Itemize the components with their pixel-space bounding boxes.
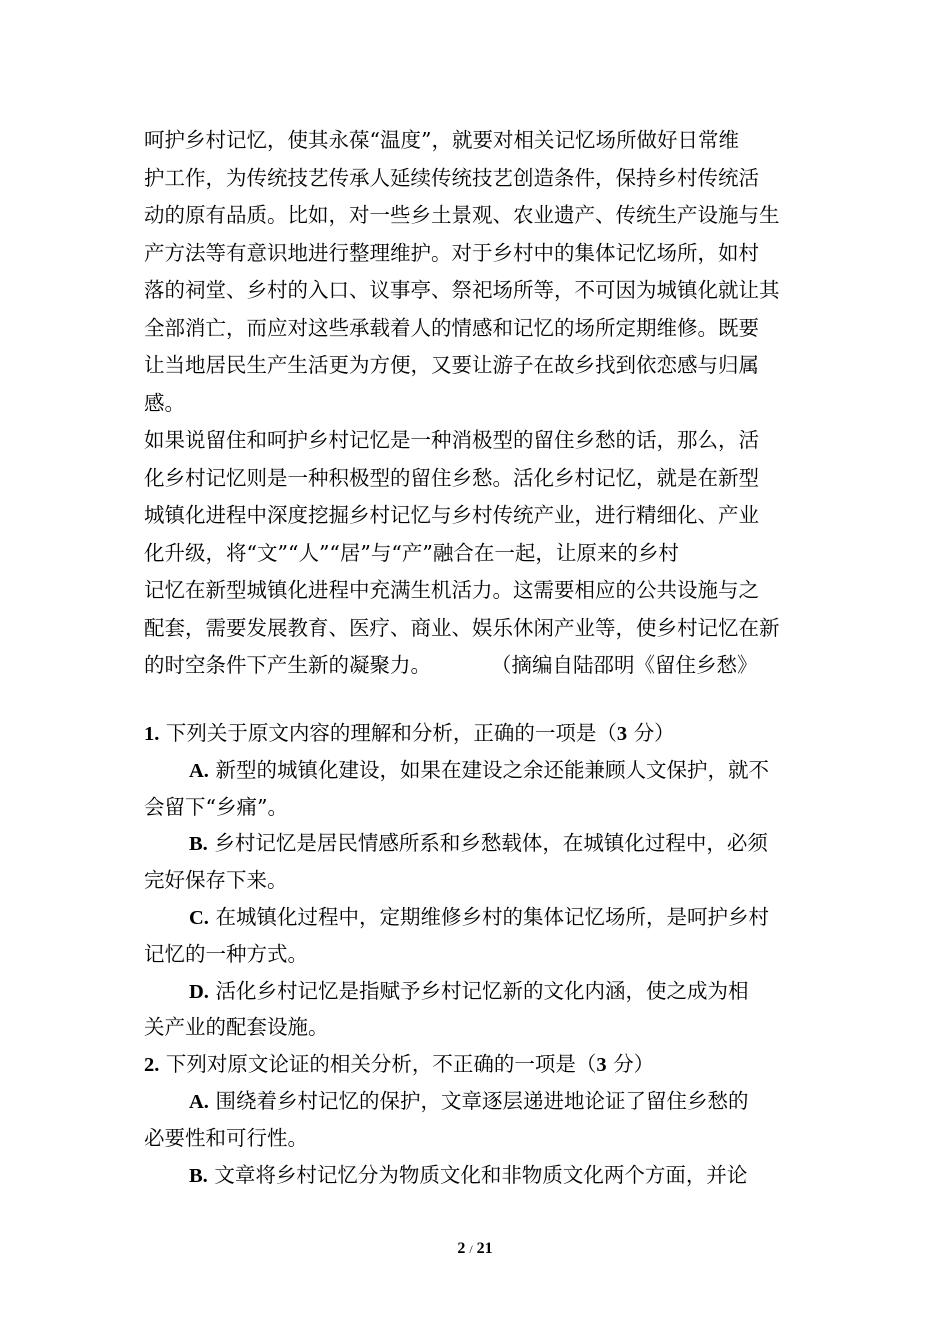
question-1-stem	[144, 715, 808, 752]
question-score-suffix: 分）	[633, 721, 675, 745]
option-text-cont: 会留下“乡痛”。	[144, 794, 288, 819]
question-text: 下列对原文论证的相关分析，不正确的一项是（	[165, 1052, 597, 1077]
passage-line: 如果说留住和呵护乡村记忆是一种消极型的留住乡愁的话，那么，活	[144, 428, 759, 452]
passage-line: 动的原有品质。比如，对一些乡土景观、农业遗产、传统生产设施与生	[144, 203, 780, 227]
option-text-cont: 记忆的一种方式。	[144, 941, 308, 966]
passage-last-line	[144, 647, 808, 685]
option-text-cont: 完好保存下来。	[144, 868, 288, 893]
passage-line: 化乡村记忆则是一种积极型的留住乡愁。活化乡村记忆，就是在新型	[144, 465, 759, 490]
question-score: 3	[616, 723, 628, 745]
option-text: 新型的城镇化建设，如果在建设之余还能兼顾人文保护，就不	[215, 757, 769, 782]
passage-line: 让当地居民生产生活更为方便，又要让游子在故乡找到依恋感与归属	[144, 353, 759, 377]
question-score: 3	[596, 1054, 607, 1077]
passage-line: 感。	[144, 390, 185, 415]
passage-line: 化升级，将“文”“人”“居”与“产”融合在一起，让原来的乡村	[144, 540, 679, 565]
option-letter: A.	[189, 1090, 209, 1113]
question-2-stem	[144, 1046, 808, 1083]
option-text: 文章将乡村记忆分为物质文化和非物质文化两个方面，并论	[214, 1162, 748, 1187]
option-a-line	[144, 752, 808, 789]
question-text: 下列关于原文内容的理解和分析，正确的一项是（	[165, 721, 617, 745]
passage-source: （摘编自陆邵明《留住乡愁》	[491, 653, 758, 677]
passage-line: 全部消亡，而应对这些承载着人的情感和记忆的场所定期维修。既要	[144, 315, 759, 340]
passage-line: 记忆在新型城镇化进程中充满生机活力。这需要相应的公共设施与之	[144, 578, 759, 602]
question-number: 2.	[144, 1054, 160, 1077]
passage-text	[144, 122, 808, 685]
option-letter: D.	[189, 980, 209, 1003]
question-number: 1.	[144, 723, 160, 745]
option-text: 乡村记忆是居民情感所系和乡愁载体，在城镇化过程中，必须	[214, 831, 768, 856]
passage-line: 呵护乡村记忆，使其永葆“温度”，就要对相关记忆场所做好日常维	[144, 128, 739, 152]
option-a-line	[144, 1083, 808, 1120]
option-text-cont: 必要性和可行性。	[144, 1125, 308, 1150]
option-letter: B.	[189, 833, 208, 856]
page-number	[0, 1240, 950, 1258]
option-b-line	[144, 825, 808, 862]
passage-line: 落的祠堂、乡村的入口、议事亭、祭祀场所等，不可因为城镇化就让其	[144, 278, 780, 302]
option-letter: C.	[189, 906, 209, 929]
passage-line: 的时空条件下产生新的凝聚力。	[144, 653, 431, 677]
option-text-cont: 关产业的配套设施。	[144, 1015, 329, 1040]
question-score-suffix: 分）	[613, 1052, 655, 1077]
page-total: 21	[476, 1240, 493, 1257]
option-letter: B.	[189, 1164, 208, 1187]
passage-line: 城镇化进程中深度挖掘乡村记忆与乡村传统产业，进行精细化、产业	[144, 503, 759, 527]
option-c-line	[144, 899, 808, 936]
page-current: 2	[457, 1240, 466, 1257]
option-letter: A.	[189, 759, 209, 782]
page-separator: /	[469, 1242, 473, 1256]
option-text: 在城镇化过程中，定期维修乡村的集体记忆场所，是呵护乡村	[215, 904, 769, 929]
option-text: 活化乡村记忆是指赋予乡村记忆新的文化内涵，使之成为相	[215, 978, 749, 1003]
passage-line: 护工作，为传统技艺传承人延续传统技艺创造条件，保持乡村传统活	[144, 165, 759, 190]
passage-line: 配套，需要发展教育、医疗、商业、娱乐休闲产业等，使乡村记忆在新	[144, 615, 780, 640]
option-text: 围绕着乡村记忆的保护，文章逐层递进地论证了留住乡愁的	[215, 1088, 749, 1113]
questions-section	[144, 715, 808, 1193]
option-b-line	[144, 1157, 808, 1194]
passage-line: 产方法等有意识地进行整理维护。对于乡村中的集体记忆场所，如村	[144, 240, 759, 265]
option-d-line	[144, 973, 808, 1010]
